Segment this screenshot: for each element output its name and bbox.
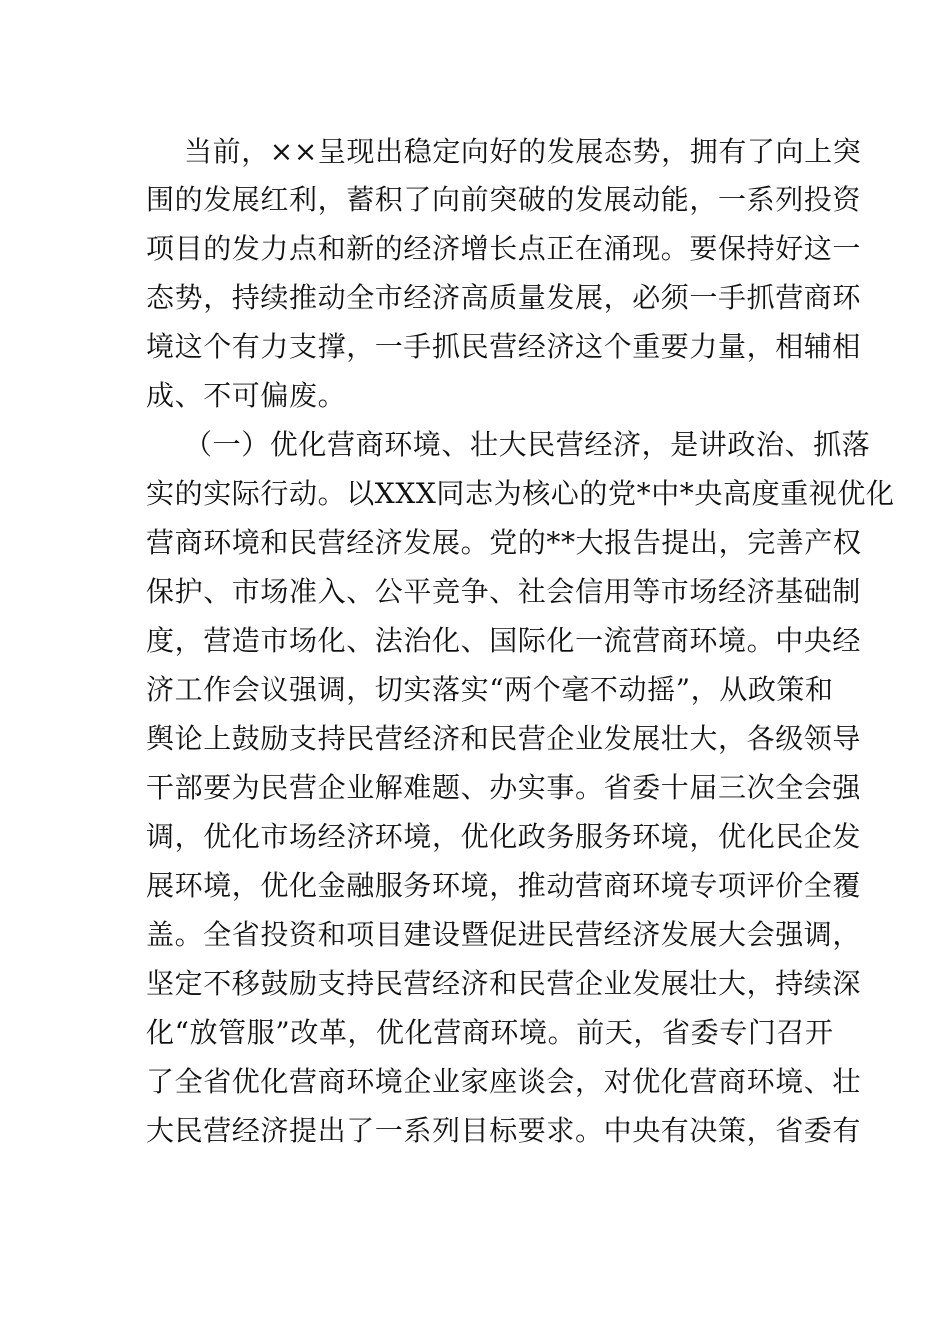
paragraph-1-line-1: 当前，××呈现出稳定向好的发展态势，拥有了向上突 <box>184 135 862 168</box>
paragraph-2-line-10: 展环境，优化金融服务环境，推动营商环境专项评价全覆 <box>146 869 862 902</box>
paragraph-2-line-6: 济工作会议强调，切实落实“两个毫不动摇”，从政策和 <box>146 673 834 706</box>
paragraph-2-line-1: （一）优化营商环境、壮大民营经济，是讲政治、抓落 <box>184 428 871 461</box>
paragraph-2-line-9: 调，优化市场经济环境，优化政务服务环境，优化民企发 <box>146 820 862 853</box>
paragraph-2-line-7: 舆论上鼓励支持民营经济和民营企业发展壮大，各级领导 <box>146 722 862 755</box>
paragraph-2-line-11: 盖。全省投资和项目建设暨促进民营经济发展大会强调， <box>146 918 862 951</box>
paragraph-2-line-2: 实的实际行动。以XXX同志为核心的党*中*央高度重视优化 <box>146 477 895 510</box>
paragraph-1-line-5: 境这个有力支撑，一手抓民营经济这个重要力量，相辅相 <box>146 330 862 363</box>
paragraph-2-line-14: 了全省优化营商环境企业家座谈会，对优化营商环境、壮 <box>146 1065 862 1098</box>
paragraph-1-line-2: 围的发展红利，蓄积了向前突破的发展动能，一系列投资 <box>146 183 862 216</box>
paragraph-2-line-5: 度，营造市场化、法治化、国际化一流营商环境。中央经 <box>146 624 862 657</box>
paragraph-2-line-15: 大民营经济提出了一系列目标要求。中央有决策，省委有 <box>146 1114 862 1147</box>
paragraph-2-line-3: 营商环境和民营经济发展。党的**大报告提出，完善产权 <box>146 526 862 559</box>
paragraph-2-line-8: 干部要为民营企业解难题、办实事。省委十届三次全会强 <box>146 771 862 804</box>
paragraph-1-line-6: 成、不可偏废。 <box>146 379 347 412</box>
paragraph-2-line-4: 保护、市场准入、公平竞争、社会信用等市场经济基础制 <box>146 575 862 608</box>
paragraph-2-line-13: 化“放管服”改革，优化营商环境。前天，省委专门召开 <box>146 1016 834 1049</box>
paragraph-2-line-12: 坚定不移鼓励支持民营经济和民营企业发展壮大，持续深 <box>146 967 862 1000</box>
paragraph-1-line-3: 项目的发力点和新的经济增长点正在涌现。要保持好这一 <box>146 232 862 265</box>
paragraph-1-line-4: 态势，持续推动全市经济高质量发展，必须一手抓营商环 <box>146 281 862 314</box>
